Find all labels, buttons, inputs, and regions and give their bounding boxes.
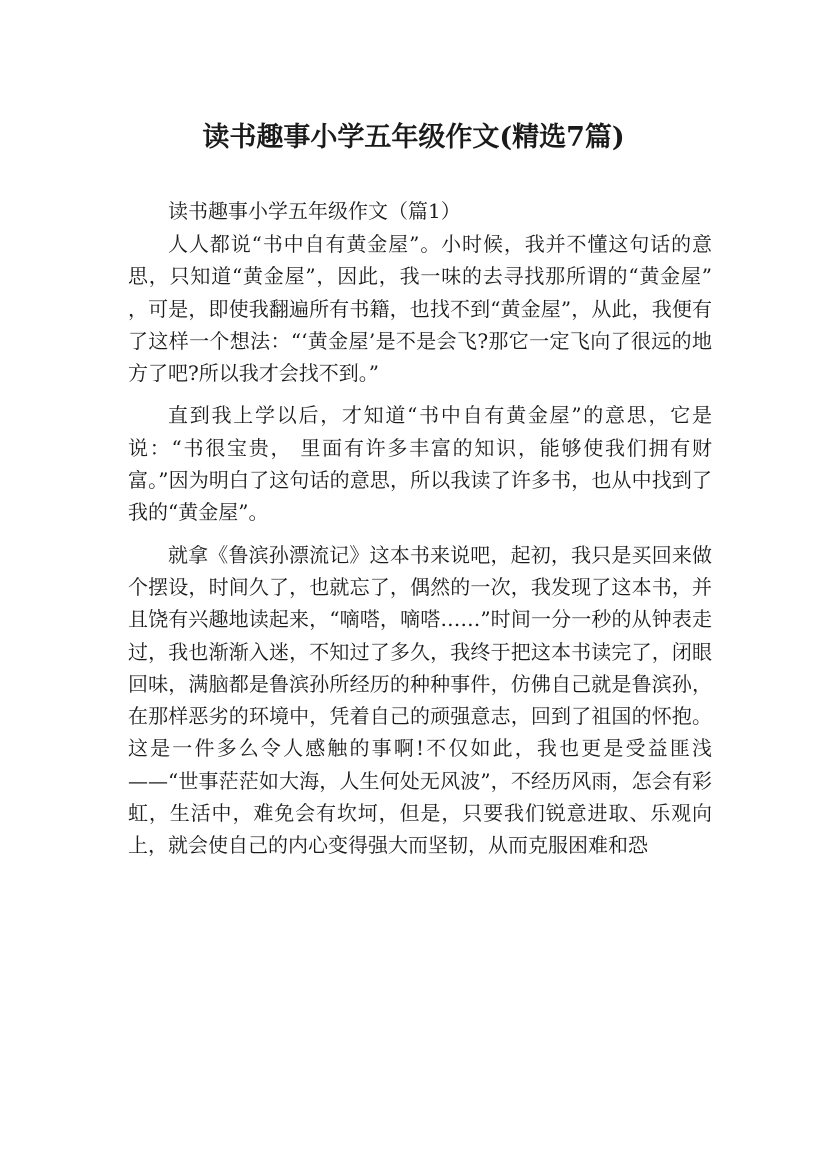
document-body (128, 196, 712, 862)
document-title: 读书趣事小学五年级作文(精选7篇) (202, 122, 625, 154)
paragraph-1: 人人都说“书中自有黄金屋”。小时候，我并不懂这句话的意思，只知道“黄金屋”，因此，我一味的去寻找那所谓的“黄金屋” ，可是，即使我翻遍所有书籍，也找不到“黄金屋”，从此，我便有了这样一个想法：“‘黄金屋’是不是会飞?那它一定飞向了很远的地方了吧?所以我才会找不到。” (128, 232, 712, 386)
paragraph-2: 直到我上学以后，才知道“书中自有黄金屋”的意思，它是说：“书很宝贵， 里面有许多丰富的知识，能够使我们拥有财富。”因为明白了这句话的意思，所以我读了许多书，也从中找到了我的“黄金屋”。 (128, 403, 712, 525)
section-heading: 读书趣事小学五年级作文（篇1） (168, 199, 461, 223)
paragraph-3: 就拿《鲁滨孙漂流记》这本书来说吧，起初，我只是买回来做个摆设，时间久了，也就忘了，偶然的一次，我发现了这本书，并且饶有兴趣地读起来，“嘀嗒，嘀嗒……”时间一分一秒的从钟表走过，我也渐渐入迷，不知过了多久，我终于把这本书读完了，闭眼回味，满脑都是鲁滨孙所经历的种种事件，仿佛自己就是鲁滨孙，在那样恶劣的环境中，凭着自己的顽强意志，回到了祖国的怀抱。这是一件多么令人感触的事啊!不仅如此，我也更是受益匪浅——“世事茫茫如大海，人生何处无风波”，不经历风雨，怎会有彩虹，生活中，难免会有坎坷，但是，只要我们锐意进取、乐观向上，就会使自己的内心变得强大而坚韧，从而克服困难和恐 (128, 542, 712, 858)
